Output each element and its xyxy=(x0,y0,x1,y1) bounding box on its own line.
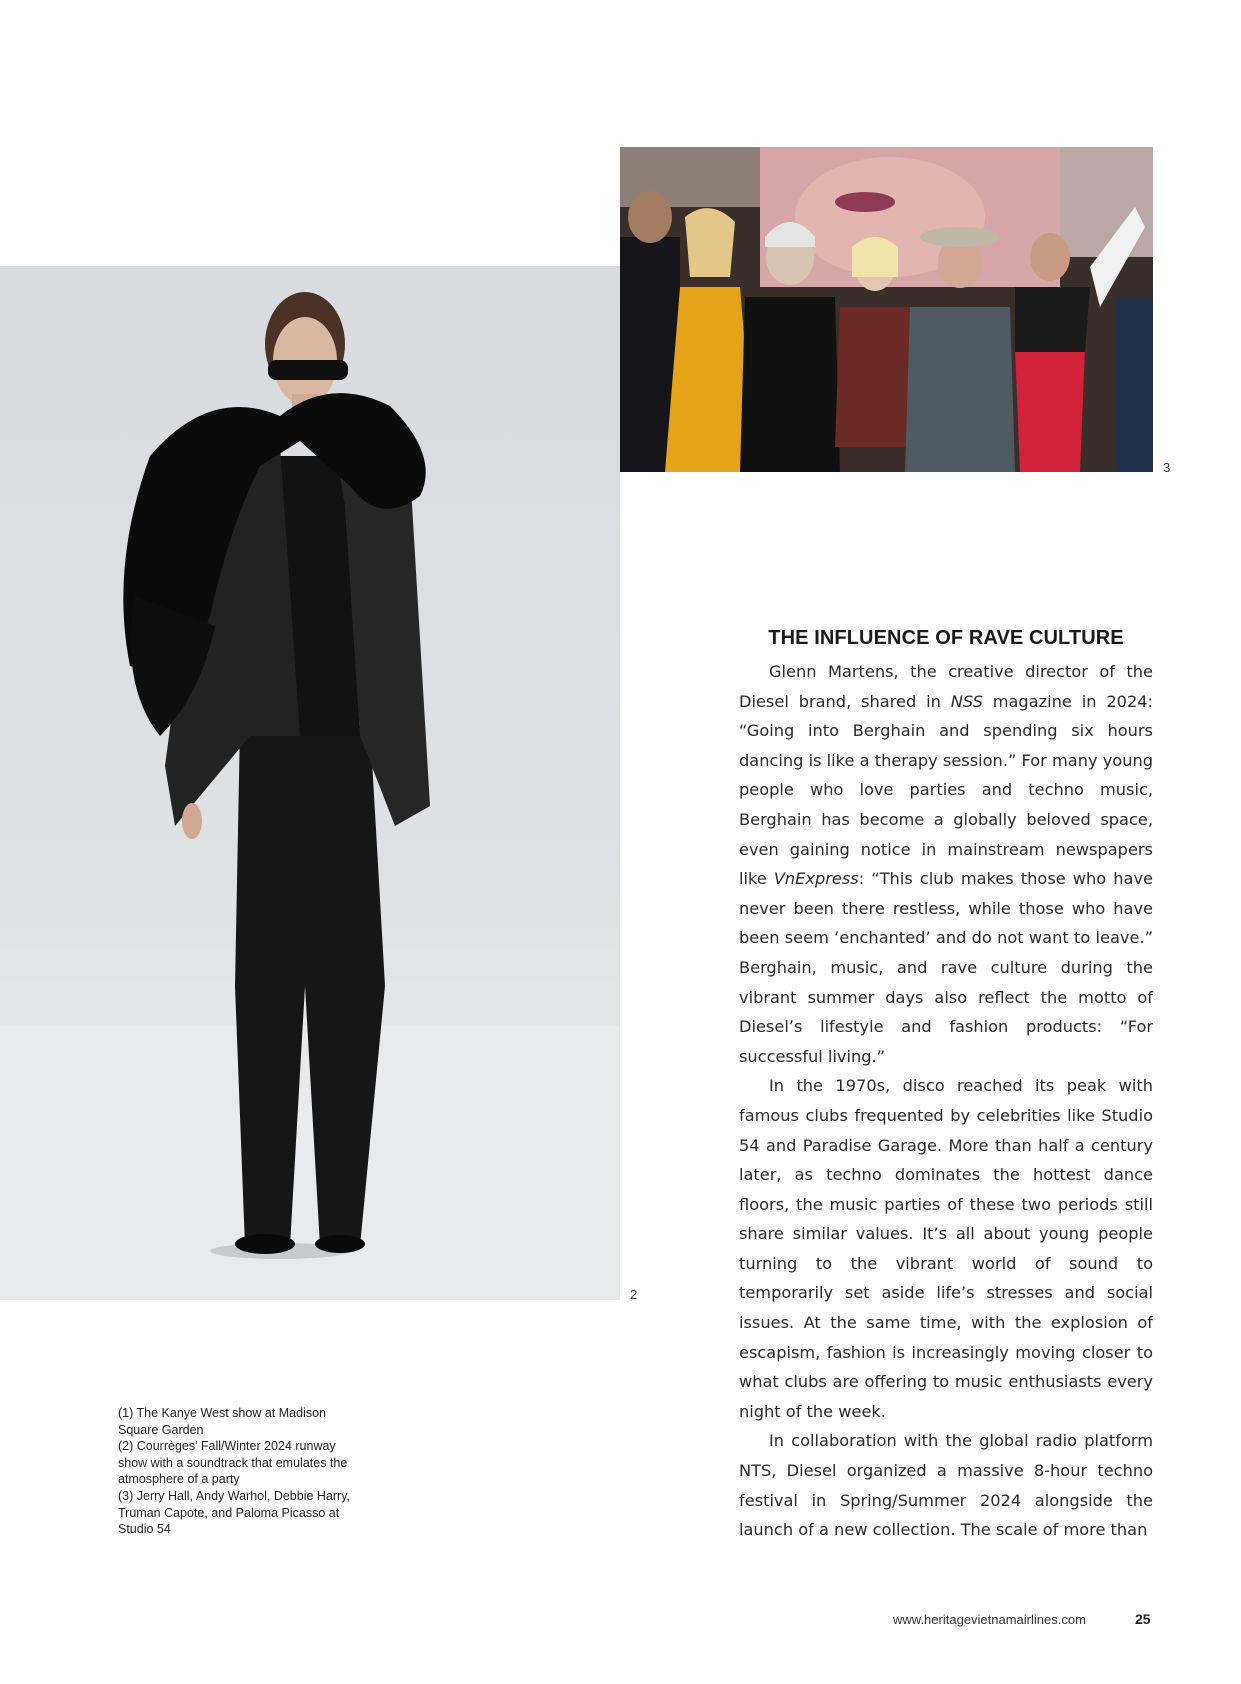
photo-number-3: 3 xyxy=(1163,460,1171,475)
article-heading: THE INFLUENCE OF RAVE CULTURE xyxy=(768,627,1124,649)
paragraph-text: In the 1970s, disco reached its peak with famous clubs frequented by celebrities like Studio 54 and Paradise Garage. More than half a century later, as techno dominates the hottest dance floors, the music parties of these two periods still share similar values. It’s all about young people turning to the vibrant world of sound to temporarily set aside life’s stresses and social issues. At the same time, with the explosion of escapism, fashion is increasingly moving closer to what clubs are offering to music enthusiasts every night of the week. xyxy=(739,1076,1153,1421)
article-body xyxy=(739,657,1153,1545)
photo-captions xyxy=(118,1405,358,1538)
studio-54-group-illustration xyxy=(620,147,1153,472)
caption-1: (1) The Kanye West show at Madison Square Garden xyxy=(118,1406,326,1437)
paragraph-text: Glenn Martens, the creative director of the Diesel brand, shared in xyxy=(739,662,1153,711)
article-paragraph xyxy=(739,1071,1153,1426)
paragraph-text: : “This club makes those who have never been there restless, while those who have been seem ‘enchanted’ and do not want to leave.” Berghain, music, and rave culture during the vibrant summer days also reflect the motto of Diesel’s lifestyle and fashion products: “For successful living.” xyxy=(739,869,1153,1066)
footer-website-url[interactable]: www.heritagevietnamairlines.com xyxy=(893,1612,1086,1627)
italic-publication-name: NSS xyxy=(950,691,983,711)
photo-number-2: 2 xyxy=(630,1287,638,1302)
page-number: 25 xyxy=(1135,1611,1151,1627)
italic-publication-name: VnExpress xyxy=(773,869,859,889)
runway-model-illustration xyxy=(0,266,620,1300)
article-paragraph xyxy=(739,657,1153,1071)
paragraph-text: In collaboration with the global radio platform NTS, Diesel organized a massive 8-hour techno festival in Spring/Summer 2024 alongside the launch of a new collection. The scale of more than xyxy=(739,1431,1153,1540)
runway-photo xyxy=(0,266,620,1300)
caption-2: (2) Courrèges’ Fall/Winter 2024 runway show with a soundtrack that emulates the atmosphere of a party xyxy=(118,1439,348,1487)
article-paragraph xyxy=(739,1426,1153,1544)
studio-54-photo xyxy=(620,147,1153,472)
caption-3: (3) Jerry Hall, Andy Warhol, Debbie Harry, Truman Capote, and Paloma Picasso at Studio 54 xyxy=(118,1488,351,1537)
paragraph-text: magazine in 2024: “Going into Berghain and spending six hours dancing is like a therapy session.” For many young people who love parties and techno music, Berghain has become a globally beloved space, even gaining notice in mainstream newspapers like xyxy=(739,691,1153,889)
